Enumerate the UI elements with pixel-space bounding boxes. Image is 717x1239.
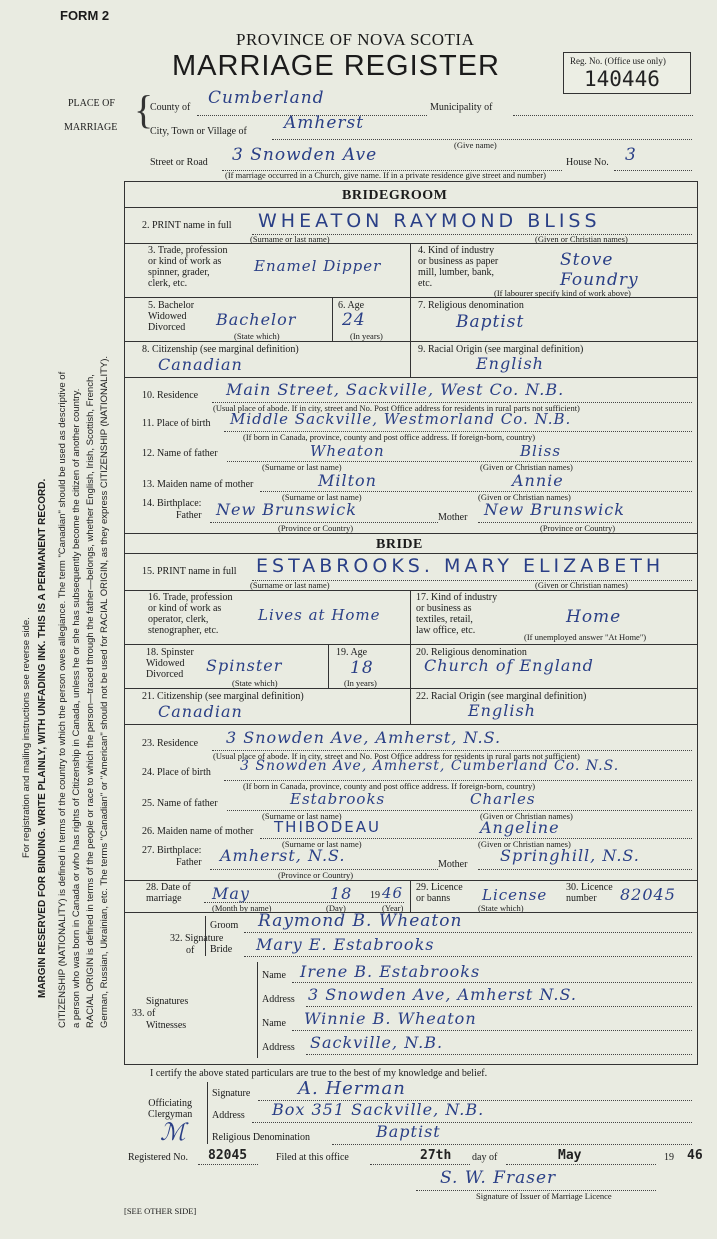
groom-father-surname-note: (Surname or last name) [262,462,342,472]
bride-sig-label: Bride [210,944,233,955]
bride-given-note: (Given or Christian names) [535,580,628,590]
groom-father-given-note: (Given or Christian names) [480,462,573,472]
bride-status: Spinster [206,656,283,675]
clergy-signature: A. Herman [298,1078,406,1099]
groom-surname-note: (Surname or last name) [250,234,330,244]
groom-mother-surname-note: (Surname or last name) [282,492,362,502]
groom-father-label: 12. Name of father [142,448,218,459]
clergy-denomination: Baptist [376,1122,441,1141]
filed-month: May [558,1148,582,1163]
bride-age-label: 19. Age [336,647,368,658]
marriage-year-prefix: 19 [370,890,380,901]
groom-industry-label: 4. Kind of industry or business as paper mill, lumber, bank, etc. [418,245,499,289]
bride-mother-surname-note: (Surname or last name) [282,839,362,849]
bride-name: ESTABROOKS. MARY ELIZABETH [256,555,665,577]
licence-label: 29. Licence or banns [416,882,463,904]
reg-box-label: Reg. No. (Office use only) [570,56,666,66]
municipality-label: Municipality of [430,102,493,113]
bride-birthplace-label: 24. Place of birth [142,767,211,778]
groom-print-label: 2. PRINT name in full [142,220,232,231]
bride-bp-father-note: (Province or Country) [278,870,354,880]
signature-of-label: 32. Signature of [170,933,224,956]
city-label: City, Town or Village of [150,126,247,137]
groom-bp-mother-label: Mother [438,512,468,523]
issuer-label: Signature of Issuer of Marriage Licence [476,1191,612,1201]
bride-industry: Home [566,607,622,627]
bride-trade: Lives at Home [258,606,381,624]
groom-status-label: 5. Bachelor Widowed Divorced [148,300,195,333]
groom-birthplace: Middle Sackville, Westmorland Co. N.B. [230,410,572,428]
see-other-side: [SEE OTHER SIDE] [124,1206,197,1216]
groom-name: WHEATON RAYMOND BLISS [258,210,601,232]
groom-bp-father-label: Father [176,510,202,521]
margin-line-1: For registration and mailing instructions see reverse side. [21,617,32,858]
clergy-signature-label: Signature [212,1088,251,1099]
filed-year: 46 [687,1148,703,1163]
bride-father-given: Charles [470,790,536,808]
licence-value: License [482,886,548,904]
groom-section-title: BRIDEGROOM [342,188,448,203]
witness2-name-label: Name [262,1018,286,1029]
groom-birthplace-note: (If born in Canada, province, county and post office address. If foreign-born, country) [243,432,536,442]
marriage-label: MARRIAGE [64,122,118,133]
county-label: County of [150,102,191,113]
margin-line-2: MARGIN RESERVED FOR BINDING. WRITE PLAINLY, WITH UNFADING INK. THIS IS A PERMANENT RECORD. [37,478,48,998]
groom-residence-label: 10. Residence [142,390,199,401]
licence-state-which: (State which) [478,903,524,913]
bride-industry-label: 17. Kind of industry or business as textiles, retail, law office, etc. [416,592,498,636]
witness1-address-label: Address [262,994,295,1005]
bride-status-label: 18. Spinster Widowed Divorced [146,647,194,680]
bride-state-which: (State which) [232,678,278,688]
bride-mother-given-note: (Given or Christian names) [478,839,571,849]
issuer-signature: S. W. Fraser [440,1168,557,1188]
groom-mother-label: 13. Maiden name of mother [142,479,254,490]
groom-bp-father: New Brunswick [216,500,357,519]
bride-citizen-label: 21. Citizenship (see marginal definition) [142,691,304,702]
bride-religion: Church of England [424,656,594,675]
groom-mother-given: Annie [512,471,564,490]
bride-mother-surname: THIBODEAU [274,818,381,836]
form-label: FORM 2 [60,8,110,23]
groom-bp-mother: New Brunswick [484,500,625,519]
bride-mother-label: 26. Maiden name of mother [142,826,254,837]
place-of-label: PLACE OF [68,98,115,109]
bride-father-given-note: (Given or Christian names) [480,811,573,821]
licence-number: 82045 [620,885,676,904]
groom-status: Bachelor [216,310,297,329]
margin-line-5: RACIAL ORIGIN is defined in terms of the people or race to which the person—traced through the father—belongs, whether English, Irish, Scottish, French, [85,374,96,1028]
bride-father-label: 25. Name of father [142,798,218,809]
groom-citizen: Canadian [158,355,243,374]
witnesses-label: Signatures 33. of Witnesses [132,996,189,1031]
marriage-month: May [212,884,250,903]
groom-industry: Stove Foundry [560,250,639,290]
witness1-name-label: Name [262,970,286,981]
clergy-denomination-label: Religious Denomination [212,1132,311,1143]
groom-residence-note: (Usual place of abode. If in city, street and No. Post Office address for residents in rural parts not sufficient) [213,403,580,413]
registered-no: 82045 [208,1148,248,1163]
witness2-name: Winnie B. Wheaton [304,1009,477,1028]
reg-number-box [563,52,691,94]
groom-age: 24 [342,310,366,330]
witness2-address-label: Address [262,1042,295,1053]
groom-industry-note: (If labourer specify kind of work above) [494,288,631,298]
groom-mother-given-note: (Given or Christian names) [478,492,571,502]
day-of-label: day of [472,1152,498,1163]
bride-bp-father-label: Father [176,857,202,868]
groom-racial-label: 9. Racial Origin (see marginal definition) [418,344,584,355]
marriage-month-note: (Month by name) [212,903,272,913]
groom-trade-label: 3. Trade, profession or kind of work as spinner, grader, clerk, etc. [148,245,228,289]
bride-bp-father: Amherst, N.S. [220,846,346,865]
groom-age-label: 6. Age [338,300,365,311]
bride-bp-mother: Springhill, N.S. [500,846,640,865]
groom-state-which: (State which) [234,331,280,341]
marriage-day-note: (Day) [326,903,346,913]
street-value: 3 Snowden Ave [232,145,378,165]
groom-racial: English [476,354,544,373]
witness1-address: 3 Snowden Ave, Amherst N.S. [308,985,577,1004]
bride-industry-note: (If unemployed answer "At Home") [524,632,647,642]
groom-trade: Enamel Dipper [254,257,382,275]
house-label: House No. [566,157,609,168]
clergy-address-label: Address [212,1110,245,1121]
margin-line-3: CITIZENSHIP (NATIONALITY) is defined in terms of the country to which the person owes allegiance. The term "Canadian" should be used as descriptive of [57,371,68,1028]
licence-number-label: 30. Licence number [566,882,613,904]
bride-racial: English [468,701,536,720]
bride-religion-label: 20. Religious denomination [416,647,527,658]
marriage-day: 18 [330,884,353,903]
bride-father-surname-note: (Surname or last name) [262,811,342,821]
bride-mother-given: Angeline [480,818,560,837]
bride-surname-note: (Surname or last name) [250,580,330,590]
certify-statement: I certify the above stated particulars are true to the best of my knowledge and belief. [150,1068,488,1079]
bride-birthplace-note: (If born in Canada, province, county and post office address. If foreign-born, country) [243,781,536,791]
groom-religion: Baptist [456,312,525,332]
bride-residence-note: (Usual place of abode. If in city, street and No. Post Office address for residents in rural parts not sufficient) [213,751,580,761]
bride-residence-label: 23. Residence [142,738,199,749]
margin-line-4: a person who was born in Canada or who has rights of Citizenship in Canada, unless he or she has subsequently become the citizen of another country. [71,388,82,1028]
groom-religion-label: 7. Religious denomination [418,300,524,311]
groom-father-surname: Wheaton [310,442,385,460]
bride-father-surname: Estabrooks [290,790,386,808]
bride-residence: 3 Snowden Ave, Amherst, N.S. [226,728,502,747]
house-value: 3 [625,145,637,165]
street-label: Street or Road [150,157,208,168]
clergy-address: Box 351 Sackville, N.B. [272,1100,485,1119]
give-name-note: (Give name) [454,140,497,150]
bride-signature: Mary E. Estabrooks [256,935,435,954]
reg-box-number: 140446 [584,67,660,91]
bride-bp-label: 27. Birthplace: [142,845,202,856]
bride-trade-label: 16. Trade, profession or kind of work as operator, clerk, stenographer, etc. [148,592,233,636]
marriage-year: 46 [382,884,404,902]
groom-years-note: (In years) [350,331,383,341]
initials-mark: ℳ [160,1118,187,1146]
groom-citizen-label: 8. Citizenship (see marginal definition) [142,344,299,355]
groom-given-note: (Given or Christian names) [535,234,628,244]
groom-signature: Raymond B. Wheaton [258,911,463,931]
marriage-date-label: 28. Date of marriage [146,882,191,904]
bride-bp-mother-label: Mother [438,859,468,870]
place-brace: { [134,87,154,132]
bride-citizen: Canadian [158,702,243,721]
groom-sig-label: Groom [210,920,239,931]
bride-section-title: BRIDE [376,537,423,552]
city-value: Amherst [284,113,365,133]
bride-years-note: (In years) [344,678,377,688]
bride-racial-label: 22. Racial Origin (see marginal definition) [416,691,587,702]
groom-bp-father-note: (Province or Country) [278,523,354,533]
margin-line-6: German, Russian, Ukrainian, etc. The terms "Canadian" or "American" should not be used for RACIAL ORIGIN, as they express CITIZENSHIP (NATIONALITY). [99,355,110,1028]
county-value: Cumberland [208,88,325,108]
witness2-address: Sackville, N.B. [310,1033,444,1052]
bride-print-label: 15. PRINT name in full [142,566,237,577]
bride-birthplace: 3 Snowden Ave, Amherst, Cumberland Co. N.S. [240,758,620,774]
groom-residence: Main Street, Sackville, West Co. N.B. [226,380,565,399]
street-note: (If marriage occurred in a Church, give name. If in a private residence give street and number) [225,170,546,180]
bride-age: 18 [350,658,374,678]
witness1-name: Irene B. Estabrooks [300,962,481,981]
province-title: PROVINCE OF NOVA SCOTIA [236,30,475,49]
registered-no-label: Registered No. [128,1152,188,1163]
groom-mother-surname: Milton [318,471,377,490]
filed-day: 27th [420,1148,452,1163]
groom-bp-mother-note: (Province or Country) [540,523,616,533]
filed-label: Filed at this office [276,1152,349,1163]
marriage-year-note: (Year) [382,903,404,913]
groom-birthplace-label: 11. Place of birth [142,418,211,429]
groom-bp-label: 14. Birthplace: [142,498,202,509]
officiating-label: Officiating Clergyman [148,1098,193,1120]
page-title: MARRIAGE REGISTER [172,50,500,82]
filed-year-prefix: 19 [664,1152,674,1163]
groom-father-given: Bliss [520,442,562,460]
